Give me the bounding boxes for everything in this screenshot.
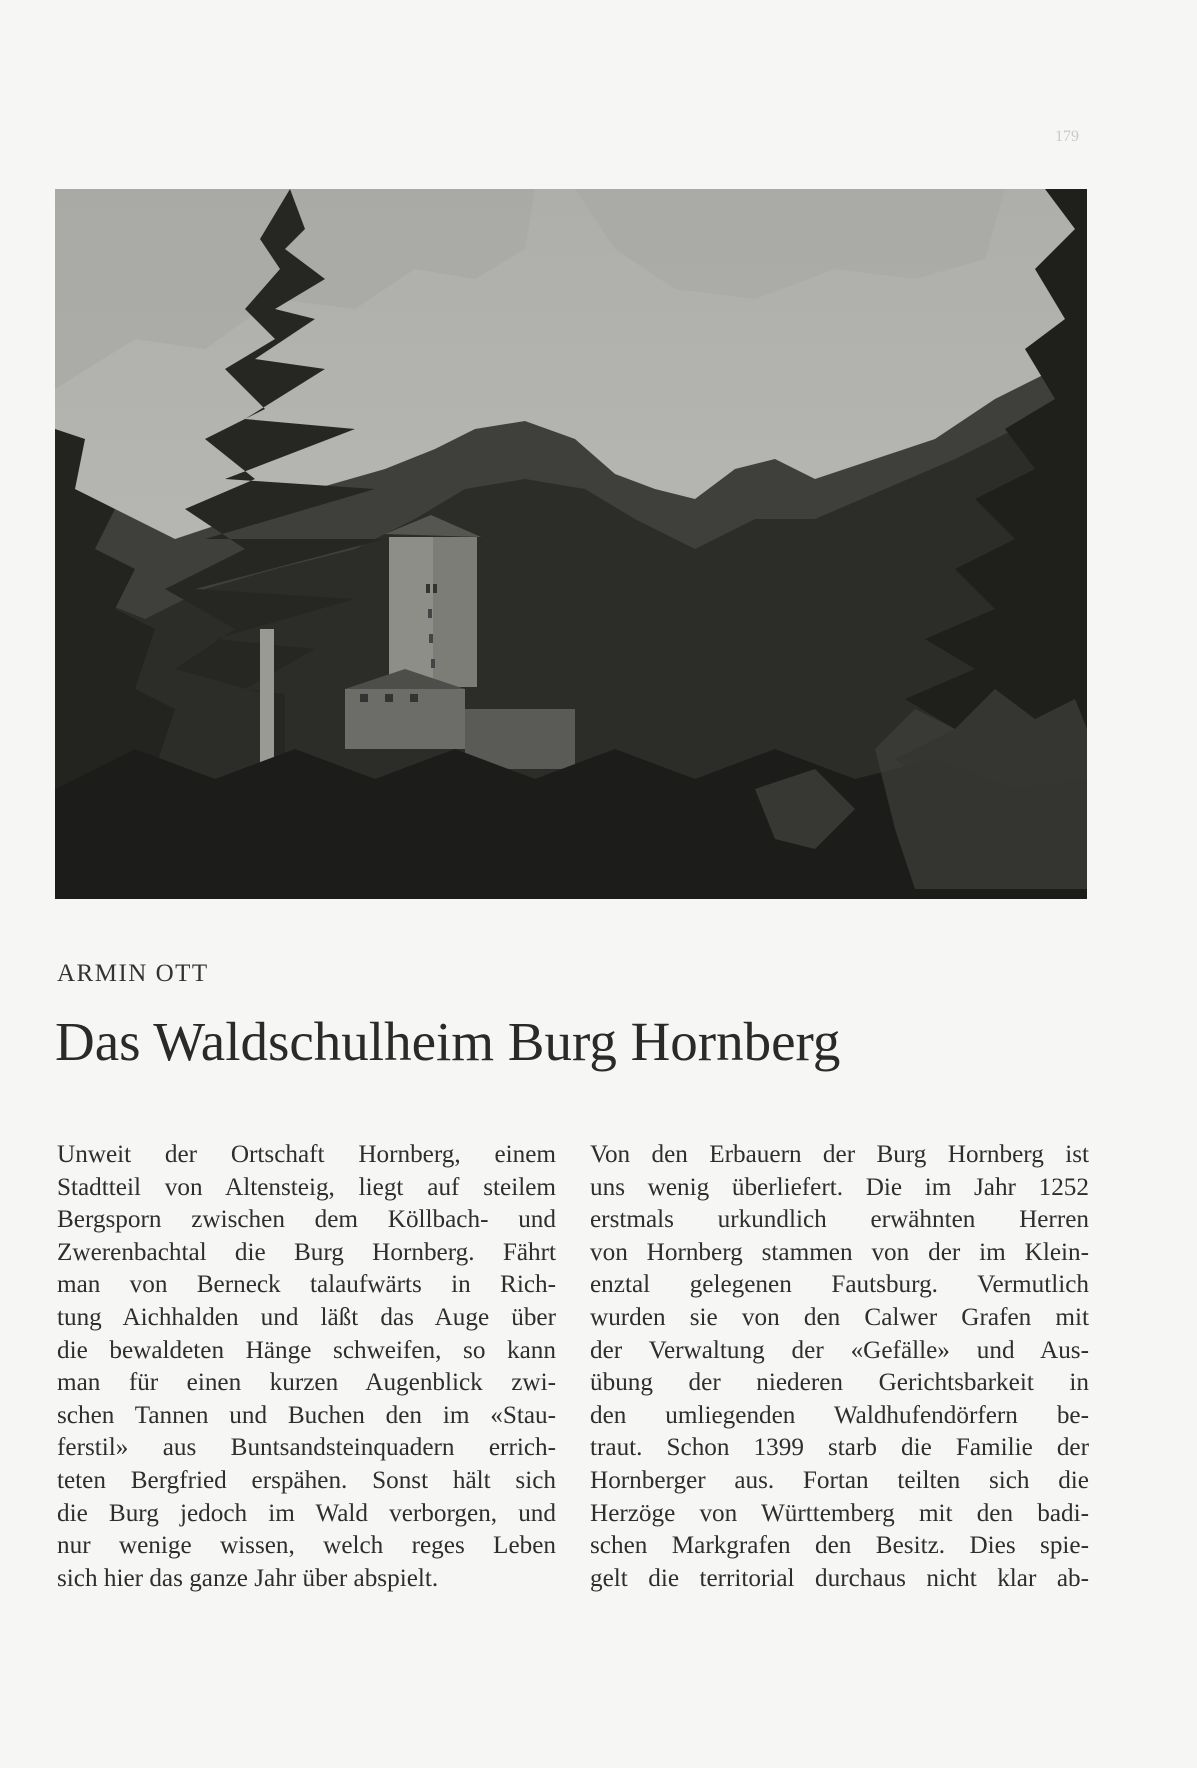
text-line: übung der niederen Gerichtsbarkeit in — [590, 1369, 1089, 1397]
text-line: Hornberger aus. Fortan teilten sich die — [590, 1466, 1089, 1494]
text-line: man von Berneck talaufwärts in Rich- — [57, 1271, 556, 1299]
text-column-right — [590, 1139, 1089, 1595]
text-line: man für einen kurzen Augenblick zwi- — [57, 1369, 556, 1397]
author-last: OTT — [155, 960, 209, 987]
text-line: Von den Erbauern der Burg Hornberg ist — [590, 1141, 1089, 1168]
text-line: Unweit der Ortschaft Hornberg, einem — [57, 1141, 556, 1168]
text-line: Herzöge von Württemberg mit den badi- — [590, 1499, 1089, 1527]
text-line: Zwerenbachtal die Burg Hornberg. Fährt — [57, 1238, 556, 1266]
text-line: den umliegenden Waldhufendörfern be- — [590, 1401, 1089, 1429]
author-first: ARMIN — [57, 960, 148, 987]
text-column-left — [57, 1139, 556, 1595]
text-line: der Verwaltung der «Gefälle» und Aus- — [590, 1336, 1089, 1364]
article-title: Das Waldschulheim Burg Hornberg — [55, 1011, 841, 1072]
castle-photo — [55, 189, 1087, 899]
text-line: schen Tannen und Buchen den im «Stau- — [57, 1401, 556, 1429]
text-line: wurden sie von den Calwer Grafen mit — [590, 1303, 1089, 1331]
castle-forest-image — [55, 189, 1087, 899]
author-name — [57, 960, 209, 988]
text-line: von Hornberg stammen von der im Klein- — [590, 1238, 1089, 1266]
text-line: die Burg jedoch im Wald verborgen, und — [57, 1499, 556, 1527]
text-line: erstmals urkundlich erwähnten Herren — [590, 1206, 1089, 1234]
text-line: schen Markgrafen den Besitz. Dies spie- — [590, 1532, 1089, 1560]
text-line: Stadtteil von Altensteig, liegt auf steilem — [57, 1173, 556, 1201]
text-line: teten Bergfried erspähen. Sonst hält sich — [57, 1466, 556, 1494]
text-line: ferstil» aus Buntsandsteinquadern errich- — [57, 1434, 556, 1462]
text-line: enztal gelegenen Fautsburg. Vermutlich — [590, 1271, 1089, 1299]
text-line: Bergsporn zwischen dem Köllbach- und — [57, 1206, 556, 1234]
text-line: traut. Schon 1399 starb die Familie der — [590, 1434, 1089, 1462]
text-line: nur wenige wissen, welch reges Leben — [57, 1532, 556, 1560]
text-line: tung Aichhalden und läßt das Auge über — [57, 1303, 556, 1331]
text-line: sich hier das ganze Jahr über abspielt. — [57, 1564, 439, 1592]
text-line: gelt die territorial durchaus nicht klar ab- — [590, 1564, 1089, 1592]
text-line: die bewaldeten Hänge schweifen, so kann — [57, 1336, 556, 1364]
text-line: uns wenig überliefert. Die im Jahr 1252 — [590, 1173, 1089, 1201]
page-number: 179 — [1055, 128, 1079, 145]
